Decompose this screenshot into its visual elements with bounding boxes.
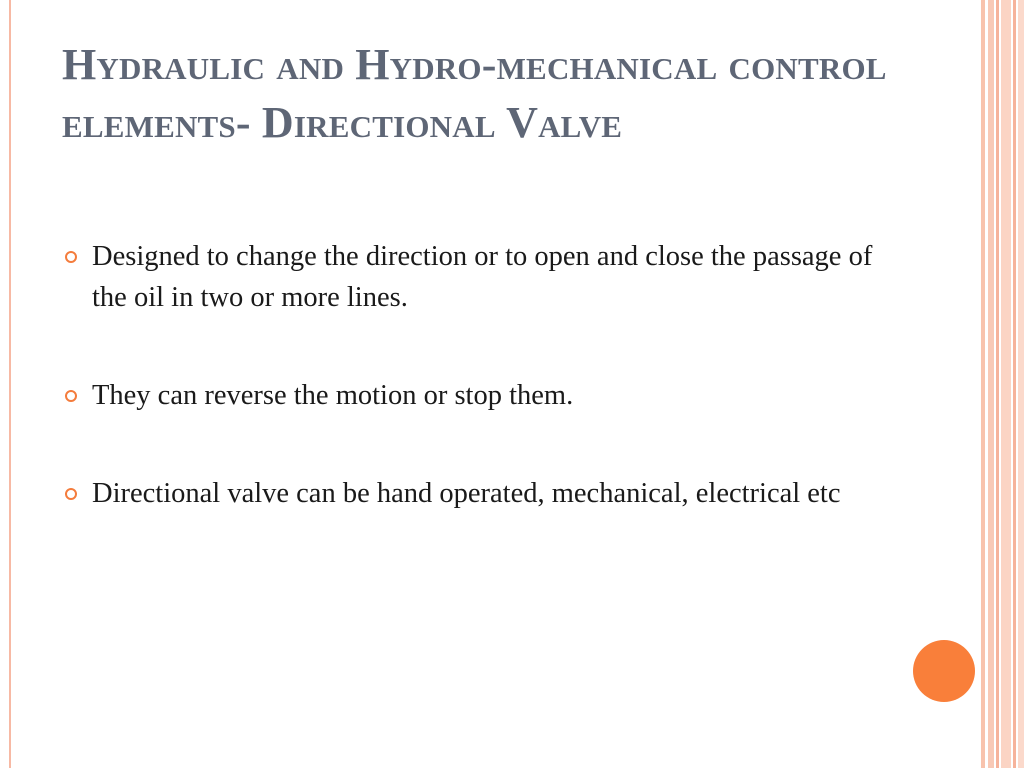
bullet-list (62, 236, 892, 571)
bullet-item (62, 375, 892, 416)
right-edge-stripe (1018, 0, 1024, 768)
bullet-item (62, 473, 892, 514)
orange-circle-icon (913, 640, 975, 702)
ring-bullet-icon (65, 390, 77, 402)
right-edge-stripe (1001, 0, 1011, 768)
bullet-text: Directional valve can be hand operated, mechanical, electrical etc (92, 478, 841, 509)
bullet-text: Designed to change the direction or to open and close the passage of the oil in two or more lines. (92, 241, 873, 313)
bullet-text: They can reverse the motion or stop them. (92, 380, 574, 411)
left-edge-stripe (9, 0, 11, 768)
right-edge-stripe (996, 0, 999, 768)
ring-bullet-icon (65, 251, 77, 263)
right-edge-stripe (1013, 0, 1016, 768)
right-edge-stripe (988, 0, 994, 768)
bullet-item (62, 236, 892, 318)
slide-title: Hydraulic and Hydro-mechanical control elements- Directional Valve (62, 40, 887, 147)
ring-bullet-icon (65, 488, 77, 500)
